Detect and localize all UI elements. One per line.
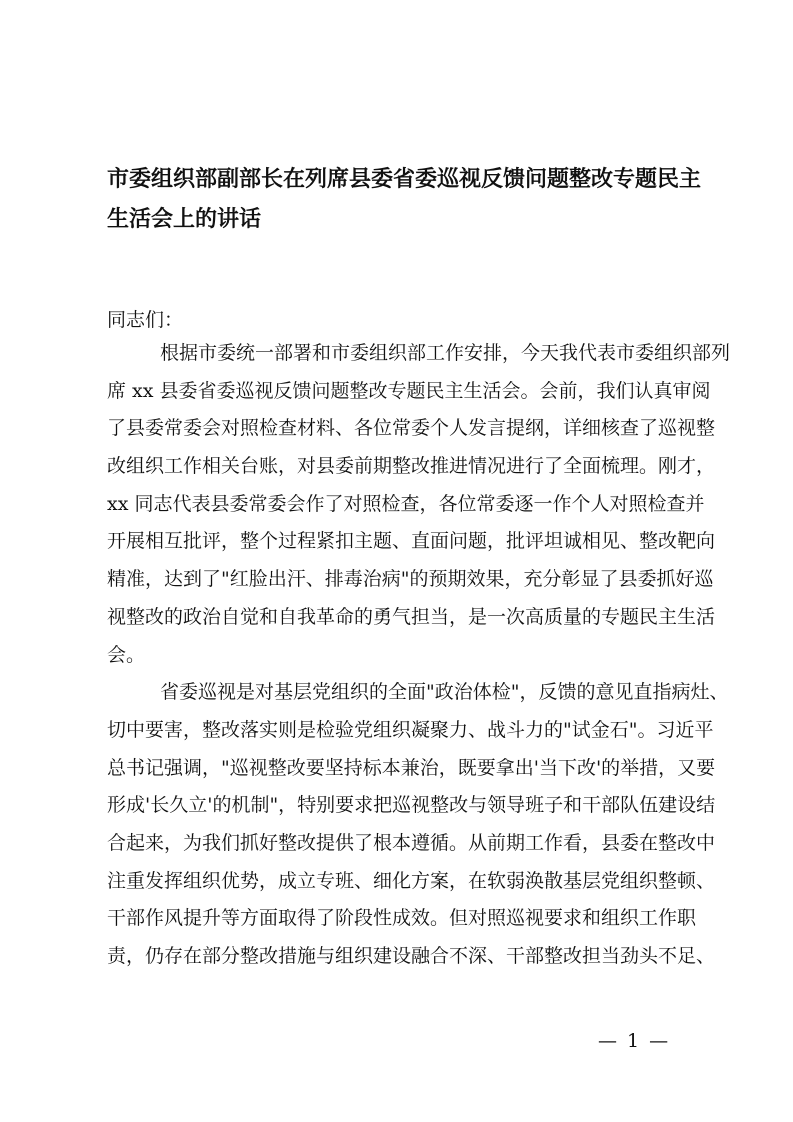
paragraph-line: 注重发挥组织优势，成立专班、细化方案，在软弱涣散基层党组织整顿、 bbox=[107, 869, 716, 892]
paragraph-line: 了县委常委会对照检查材料、各位常委个人发言提纲，详细核查了巡视整 bbox=[107, 417, 716, 440]
paragraph-line: 总书记强调，"巡视整改要坚持标本兼治，既要拿出'当下改'的举措，又要 bbox=[107, 756, 716, 779]
paragraph-line: 省委巡视是对基层党组织的全面"政治体检"，反馈的意见直指病灶、 bbox=[160, 681, 729, 704]
title-line: 生活会上的讲话 bbox=[107, 207, 262, 232]
paragraph-line: 合起来，为我们抓好整改提供了根本遵循。从前期工作看，县委在整改中 bbox=[107, 831, 716, 854]
paragraph-line: 根据市委统一部署和市委组织部工作安排，今天我代表市委组织部列 bbox=[160, 342, 731, 364]
paragraph-line: 责，仍存在部分整改措施与组织建设融合不深、干部整改担当劲头不足、 bbox=[107, 945, 716, 967]
document-title bbox=[107, 160, 702, 240]
paragraph bbox=[107, 674, 729, 976]
paragraph-line: 干部作风提升等方面取得了阶段性成效。但对照巡视要求和组织工作职 bbox=[107, 907, 697, 930]
title-line: 市委组织部副部长在列席县委省委巡视反馈问题整改专题民主 bbox=[107, 167, 702, 192]
paragraph-line: 改组织工作相关台账，对县委前期整改推进情况进行了全面梳理。刚才， bbox=[107, 455, 716, 478]
paragraph bbox=[107, 335, 731, 674]
paragraph-line: 切中要害，整改落实则是检验党组织凝聚力、战斗力的"试金石"。习近平 bbox=[107, 718, 714, 741]
paragraph-line: 席 xx 县委省委巡视反馈问题整改专题民主生活会。会前，我们认真审阅 bbox=[107, 379, 711, 402]
paragraph-line: 开展相互批评，整个过程紧扣主题、直面问题，批评坦诚相见、整改靶向 bbox=[107, 530, 716, 553]
salutation: 同志们： bbox=[107, 309, 184, 331]
paragraph-line: xx 同志代表县委常委会作了对照检查，各位常委逐一作个人对照检查并 bbox=[107, 492, 705, 515]
paragraph-line: 形成'长久立'的机制"，特别要求把巡视整改与领导班子和干部队伍建设结 bbox=[107, 794, 716, 817]
paragraph-line: 视整改的政治自觉和自我革命的勇气担当，是一次高质量的专题民主生活 bbox=[107, 605, 716, 628]
paragraph-line: 精准，达到了"红脸出汗、排毒治病"的预期效果，充分彰显了县委抓好巡 bbox=[107, 568, 714, 591]
document-body bbox=[107, 302, 731, 976]
paragraph-line: 会。 bbox=[107, 643, 146, 666]
page-number: — 1 — bbox=[598, 1030, 671, 1052]
